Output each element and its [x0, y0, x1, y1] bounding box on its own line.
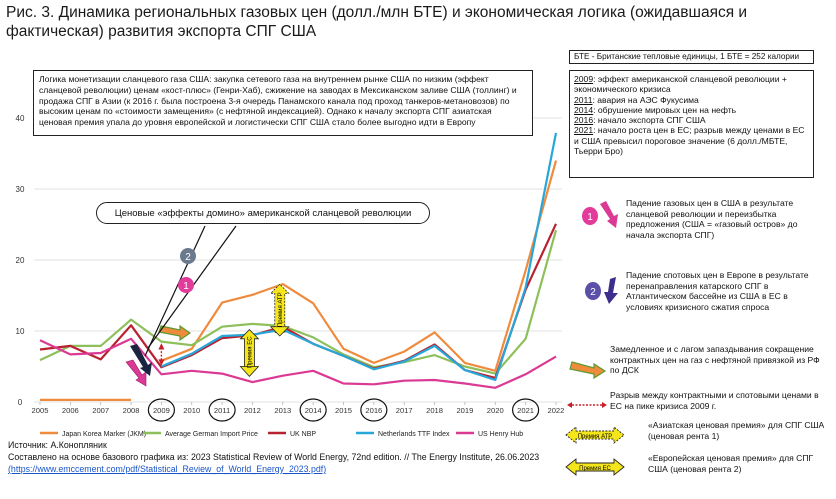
- x-tick-label: 2018: [426, 406, 444, 415]
- annotation-3: Замедленное и с лагом запаздывания сокращение контрактных цен на газ с нефтяной привязкой из РФ по ДСК: [610, 344, 820, 376]
- badge-1-label: 1: [183, 281, 189, 292]
- x-tick-label: 2007: [92, 406, 110, 415]
- legend-eu-label: Премия ЕС: [579, 466, 611, 472]
- x-tick-label: 2010: [183, 406, 201, 415]
- x-tick-label: 2008: [122, 406, 140, 415]
- legend-green-arrow: [570, 362, 605, 378]
- x-tick-label: 2009: [152, 406, 170, 415]
- legend: [40, 431, 523, 438]
- annotation-1: Падение газовых цен в США в результате сланцевой революции и переизбытка предложения (США = «газовый остров» до начала экспорта СПГ): [626, 198, 798, 240]
- x-tick-label: 2022: [547, 406, 565, 415]
- x-tick-label: 2021: [517, 406, 535, 415]
- x-tick-label: 2019: [456, 406, 474, 415]
- y-axis: [16, 114, 25, 407]
- legend-badge-2-label: 2: [590, 287, 596, 298]
- x-tick-label: 2013: [274, 406, 292, 415]
- legend-pink-arrow: [600, 201, 618, 228]
- note-box: Логика монетизации сланцевого газа США: закупка сетевого газа на внутреннем рынке США по низким (эффект сланцевой революции) ценам «кост-плюс» (Генри-Хаб), сжижение на заводах в Мексиканском заливе США (толлинг) и продажа СПГ в Азии (к 2016 г. была построена 3-я очередь Панамского канала под проход танкеров-метановозов) по высоким ценам по «стоимости замещения» (с нефтяной индексацией). Однако к началу экспорта СПГ азиатская ценовая премия упала до уровня европейской и логистически СПГ США стало более выгодно идти в Европу: [33, 70, 533, 136]
- legend-label: Netherlands TTF Index: [378, 431, 450, 438]
- event-item: 2009: эффект американской сланцевой революции + экономического кризиса: [574, 74, 787, 95]
- x-tick-label: 2017: [395, 406, 413, 415]
- x-tick-label: 2012: [243, 406, 261, 415]
- x-tick-label: 2014: [304, 406, 322, 415]
- x-tick-label: 2005: [31, 406, 49, 415]
- annotation-2: Падение спотовых цен в Европе в результате перенаправления катарского СПГ в Атлантическом бассейне из США в ЕС в условиях кризисного сжатия спроса: [626, 270, 809, 312]
- y-tick-label: 10: [15, 327, 25, 336]
- y-tick-label: 40: [15, 114, 25, 123]
- legend-atr-label: Премия АТР: [577, 434, 613, 440]
- domino-line: [145, 226, 205, 356]
- badge-2-label: 2: [185, 252, 191, 263]
- event-item: 2011: авария на АЭС Фукусима: [574, 94, 699, 105]
- gap-2009-arrowheads: [158, 343, 164, 366]
- legend-badge-1-label: 1: [587, 212, 593, 223]
- legend-purple-arrow: [604, 277, 618, 304]
- contract-price-arrow: [159, 326, 190, 340]
- series-line-nbp: [40, 224, 556, 378]
- source-text: Составлено на основе базового графика из: 2023 Statistical Review of World Energy, 72nd edition. // The Energy Institute, 26.06.2023: [8, 452, 540, 462]
- event-item: 2014: обрушение мировых цен на нефть: [574, 104, 737, 115]
- event-item: 2016: начало экспорта СПГ США: [574, 115, 706, 126]
- premium-atr-label: Премия АТР: [277, 292, 284, 327]
- y-tick-label: 0: [17, 398, 23, 407]
- annotation-4: Разрыв между контрактными и спотовыми ценами в ЕС на пике кризиса 2009 г.: [610, 390, 819, 411]
- x-tick-label: 2020: [486, 406, 504, 415]
- legend-label: Japan Korea Marker (JKM): [62, 431, 147, 438]
- source-label: Источник: А.Конопляник: [8, 440, 107, 450]
- legend-label: UK NBP: [290, 431, 317, 438]
- source-link[interactable]: (https://www.emccement.com/pdf/Statistical_Review_of_World_Energy_2023.pdf): [8, 464, 327, 474]
- y-tick-label: 30: [15, 185, 25, 194]
- x-tick-label: 2015: [335, 406, 352, 415]
- annotation-5: «Азиатская ценовая премия» для СПГ США (ценовая рента 1): [648, 420, 825, 441]
- legend-label: Average German Import Price: [165, 431, 258, 438]
- series-line-hh: [40, 339, 556, 388]
- event-item: 2021: начало роста цен в ЕС; разрыв между ценами в ЕС и США превысил пороговое значение (6 долл./МБТЕ, Тьерри Бро): [574, 125, 805, 157]
- annotation-6: «Европейская ценовая премия» для СПГ США (ценовая рента 2): [648, 453, 814, 474]
- domino-label: Ценовые «эффекты домино» американской сланцевой революции: [96, 202, 430, 224]
- series-line-german: [40, 230, 556, 373]
- x-tick-label: 2006: [61, 406, 79, 415]
- y-tick-label: 20: [15, 256, 25, 265]
- premium-eu-label: Премия ЕС: [247, 336, 254, 369]
- page-title: Рис. 3. Динамика региональных газовых цен (долл./млн БТЕ) и экономическая логика (ожидавшаяся и фактическая) развития экспорта СПГ США: [6, 4, 748, 40]
- series-lines: [40, 133, 556, 400]
- x-tick-label: 2016: [365, 406, 383, 415]
- series-line-ttf: [161, 133, 556, 380]
- grid: [34, 118, 562, 405]
- legend-label: US Henry Hub: [478, 431, 524, 438]
- x-tick-label: 2011: [213, 406, 231, 415]
- events-box: [569, 70, 814, 178]
- bte-note: БТЕ - Британские тепловые единицы, 1 БТЕ = 252 калории: [569, 50, 814, 64]
